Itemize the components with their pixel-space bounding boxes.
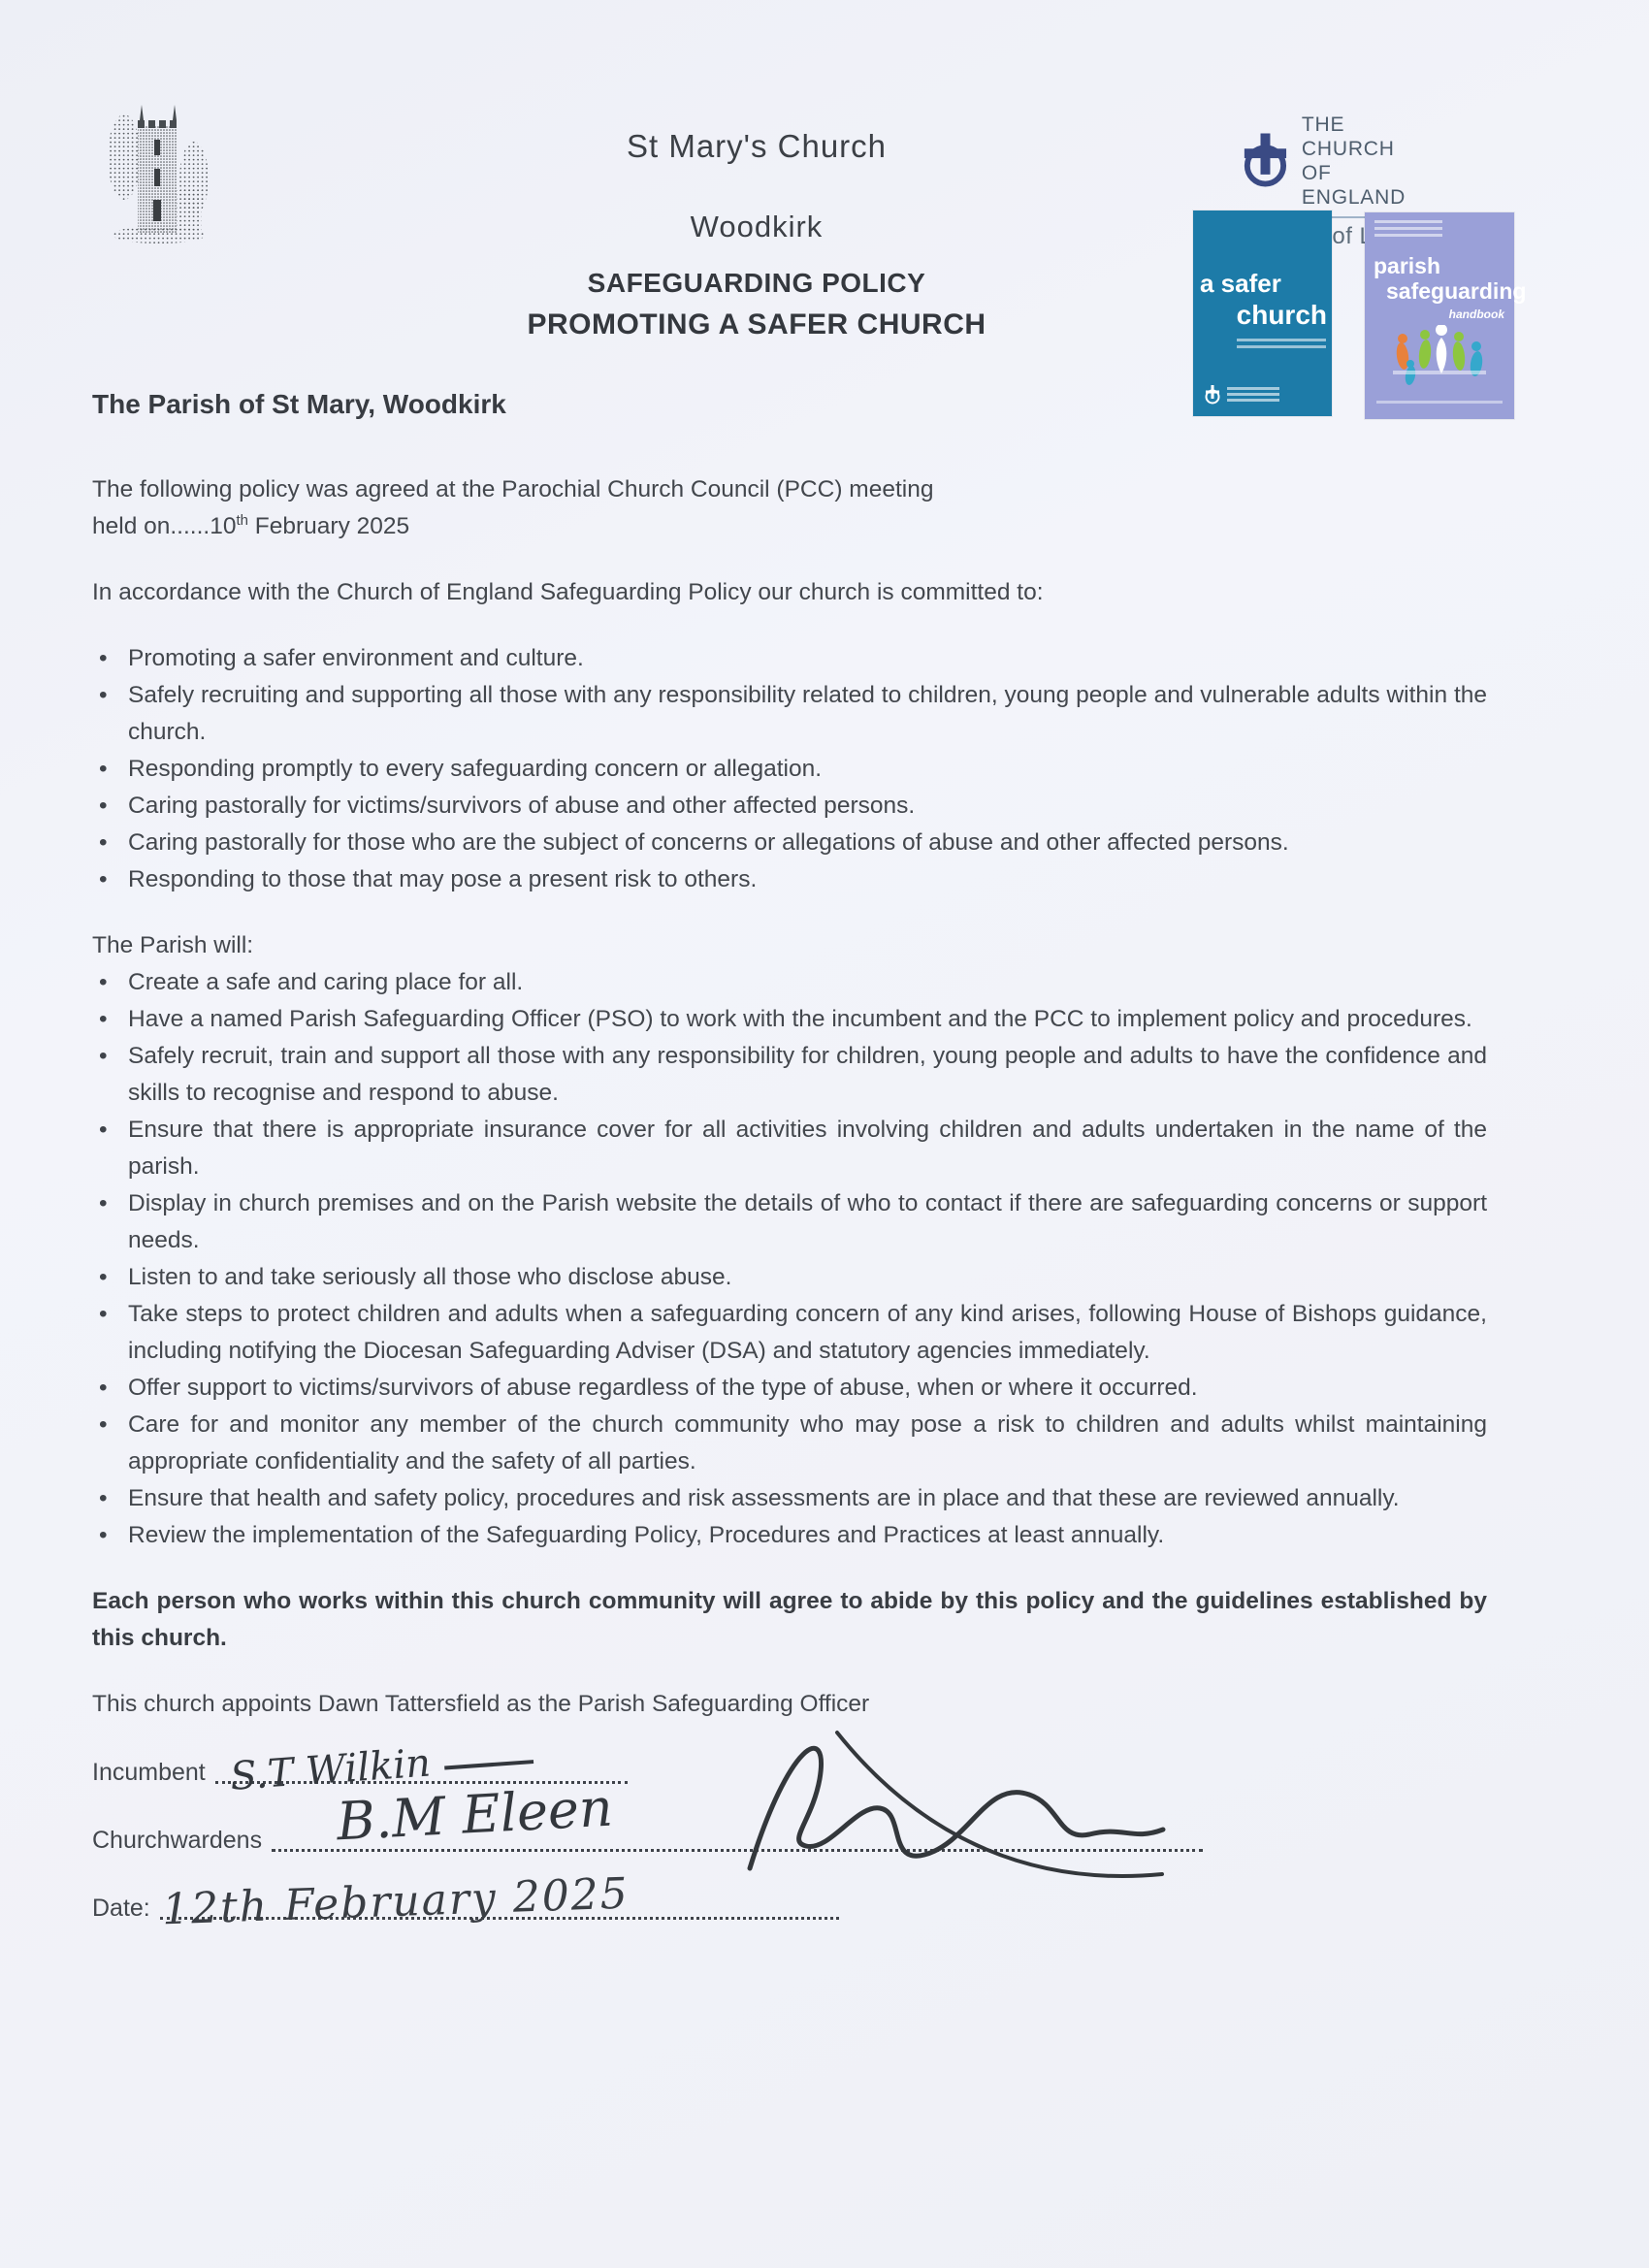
list-item: • Caring pastorally for those who are the subject of concerns or allegations of abuse and other affected persons.: [92, 825, 1487, 861]
agreed-line2-prefix: held on......10: [92, 513, 237, 539]
list-item: • Promoting a safer environment and culture.: [92, 640, 1487, 677]
agreed-line1: The following policy was agreed at the Parochial Church Council (PCC) meeting: [92, 476, 934, 502]
churchwarden-signature-1: B.M Eleen: [335, 1776, 615, 1853]
agreed-superscript: th: [236, 511, 248, 529]
church-of-england-logo-icon: [1238, 132, 1293, 190]
signature-dash-stroke: [444, 1760, 534, 1769]
church-name-title: St Mary's Church: [626, 128, 888, 164]
date-handwritten-value: 12th February 2025: [161, 1868, 630, 1935]
list-item: • Listen to and take seriously all those who disclose abuse.: [92, 1259, 1487, 1296]
parish-cover-line3: handbook: [1448, 308, 1504, 321]
diocese-label: of: [1332, 223, 1353, 249]
church-of-england-name: [1302, 113, 1441, 210]
agreed-paragraph: [92, 471, 1487, 545]
list-item: • Responding to those that may pose a present risk to others.: [92, 861, 1487, 898]
list-item: • Safely recruiting and supporting all those with any responsibility related to children, young people and vulnerable adults within the church.: [92, 677, 1487, 751]
parish-will-heading: The Parish will:: [92, 932, 254, 958]
agreement-paragraph: Each person who works within this church community will agree to abide by this policy and the guidelines established by this church.: [92, 1588, 1487, 1651]
list-item: • Safely recruit, train and support all those with any responsibility for children, young people and adults to have the confidence and skills to recognise and respond to abuse.: [92, 1038, 1487, 1112]
list-item: • Ensure that there is appropriate insurance cover for all activities involving children and adults undertaken in the name of the parish.: [92, 1112, 1487, 1185]
list-item: • Create a safe and caring place for all.: [92, 964, 1487, 1001]
people-figures-icon: [1381, 325, 1498, 387]
parish-cover-line1: parish: [1374, 253, 1441, 278]
parish-cover-line2: safeguarding: [1386, 278, 1527, 304]
list-item: • Caring pastorally for victims/survivors of abuse and other affected persons.: [92, 788, 1487, 825]
appointment-paragraph: This church appoints Dawn Tattersfield as the Parish Safeguarding Officer: [92, 1691, 870, 1717]
coe-name-line2: OF ENGLAND: [1301, 162, 1406, 209]
signature-section: [92, 1740, 1487, 1935]
parish-cover-top-bars: [1374, 220, 1442, 241]
date-label: Date:: [92, 1895, 150, 1922]
church-tower-image: [105, 97, 213, 250]
document-title-block: [369, 128, 1145, 341]
churchwarden-signature-2: [721, 1703, 1177, 1927]
policy-body: [92, 386, 1487, 1935]
agreed-line2-suffix: February 2025: [248, 513, 410, 539]
policy-subtitle: PROMOTING A SAFER CHURCH: [527, 308, 986, 340]
incumbent-signature-text: S.T Wilkin: [228, 1740, 433, 1799]
safer-church-cover-line1: a safer: [1200, 269, 1281, 298]
parish-will-list: [92, 964, 1487, 1554]
list-item: • Have a named Parish Safeguarding Officer (PSO) to work with the incumbent and the PCC to implement policy and procedures.: [92, 1001, 1487, 1038]
safer-church-cover-subtext-bars: [1237, 339, 1326, 352]
committed-list: [92, 640, 1487, 898]
parish-cover-tagline-bar: [1393, 371, 1486, 374]
parish-heading: The Parish of St Mary, Woodkirk: [92, 389, 506, 419]
location-title: Woodkirk: [690, 210, 824, 243]
list-item: • Offer support to victims/survivors of abuse regardless of the type of abuse, when or where it occurred.: [92, 1370, 1487, 1407]
policy-title: SAFEGUARDING POLICY: [587, 268, 926, 298]
list-item: • Take steps to protect children and adults when a safeguarding concern of any kind arises, following House of Bishops guidance, including notifying the Diocesan Safeguarding Adviser (DSA) and statutory agencies immediately.: [92, 1296, 1487, 1370]
coe-name-line1: THE CHURCH: [1301, 113, 1395, 160]
churchwardens-label: Churchwardens: [92, 1827, 263, 1854]
list-item: • Responding promptly to every safeguarding concern or allegation.: [92, 751, 1487, 788]
safer-church-cover-line2: church: [1236, 300, 1327, 330]
list-item: • Display in church premises and on the Parish website the details of who to contact if there are safeguarding concerns or support needs.: [92, 1185, 1487, 1259]
list-item: • Review the implementation of the Safeguarding Policy, Procedures and Practices at least annually.: [92, 1517, 1487, 1554]
list-item: • Care for and monitor any member of the church community who may pose a risk to children and adults whilst maintaining appropriate confidentiality and the safety of all parties.: [92, 1407, 1487, 1480]
incumbent-label: Incumbent: [92, 1759, 206, 1786]
accordance-paragraph: In accordance with the Church of England Safeguarding Policy our church is committed to:: [92, 579, 1044, 605]
list-item: • Ensure that health and safety policy, procedures and risk assessments are in place and that these are reviewed annually.: [92, 1480, 1487, 1517]
